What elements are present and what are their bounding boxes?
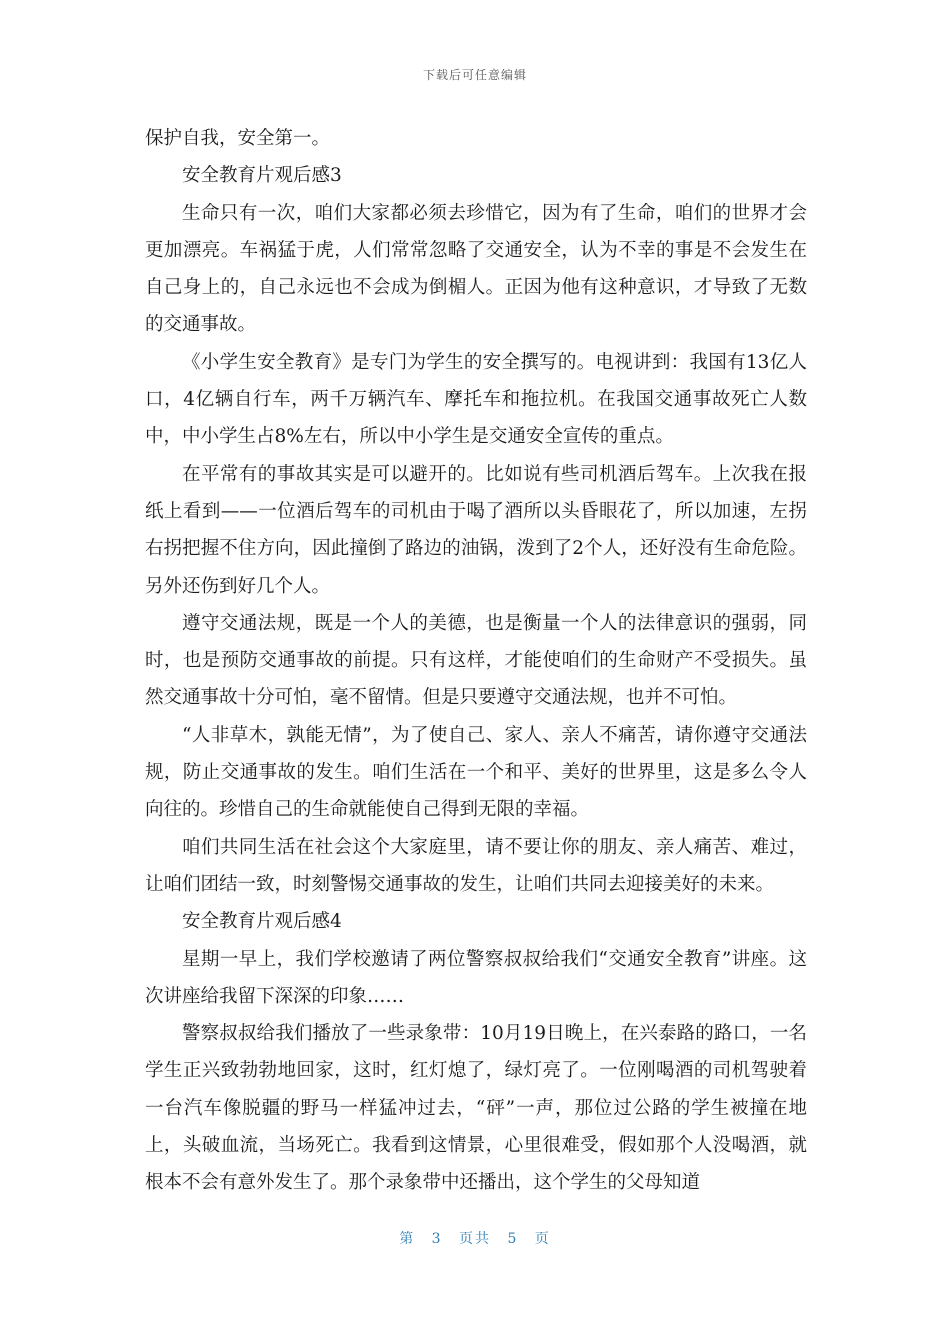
- paragraph: 在平常有的事故其实是可以避开的。比如说有些司机酒后驾车。上次我在报纸上看到——一位酒后驾车的司机由于喝了酒所以头昏眼花了，所以加速，左拐右拐把握不住方向，因此撞倒了路边的油锅，泼到了2个人，还好没有生命危险。另外还伤到好几个人。: [145, 463, 807, 597]
- paragraph: 《小学生安全教育》是专门为学生的安全撰写的。电视讲到：我国有13亿人口，4亿辆自行车，两千万辆汽车、摩托车和拖拉机。在我国交通事故死亡人数中，中小学生占8%左右，所以中小学生是交通安全宣传的重点。: [145, 351, 807, 448]
- paragraph: 遵守交通法规，既是一个人的美德，也是衡量一个人的法律意识的强弱，同时，也是预防交通事故的前提。只有这样，才能使咱们的生命财产不受损失。虽然交通事故十分可怕，毫不留情。但是只要遵守交通法规，也并不可怕。: [145, 612, 807, 709]
- paragraph: 星期一早上，我们学校邀请了两位警察叔叔给我们“交通安全教育”讲座。这次讲座给我留下深深的印象……: [145, 948, 807, 1007]
- paragraph: 警察叔叔给我们播放了一些录象带：10月19日晚上，在兴泰路的路口，一名学生正兴致勃勃地回家，这时，红灯熄了，绿灯亮了。一位刚喝酒的司机驾驶着一台汽车像脱疆的野马一样猛冲过去，“砰”一声，那位过公路的学生被撞在地上，头破血流，当场死亡。我看到这情景，心里很难受，假如那个人没喝酒，就根本不会有意外发生了。那个录象带中还播出，这个学生的父母知道: [145, 1023, 807, 1194]
- document-body: [145, 120, 807, 1202]
- paragraph: 咱们共同生活在社会这个大家庭里，请不要让你的朋友、亲人痛苦、难过，让咱们团结一致，时刻警惕交通事故的发生，让咱们共同去迎接美好的未来。: [145, 836, 807, 895]
- paragraph: “人非草木，孰能无情”，为了使自己、家人、亲人不痛苦，请你遵守交通法规，防止交通事故的发生。咱们生活在一个和平、美好的世界里，这是多么令人向往的。珍惜自己的生命就能使自己得到无限的幸福。: [145, 724, 807, 821]
- paragraph-continued: 保护自我，安全第一。: [145, 128, 331, 149]
- section-heading-3: 安全教育片观后感3: [182, 165, 342, 187]
- paragraph: 生命只有一次，咱们大家都必须去珍惜它，因为有了生命，咱们的世界才会更加漂亮。车祸猛于虎，人们常常忽略了交通安全，认为不幸的事是不会发生在自己身上的，自己永远也不会成为倒楣人。正因为他有这种意识，才导致了无数的交通事故。: [145, 202, 807, 336]
- page-header-note: 下载后可任意编辑: [422, 68, 527, 82]
- page-number-footer: 第 3 页共 5 页: [399, 1231, 551, 1247]
- section-heading-4: 安全教育片观后感4: [182, 911, 342, 933]
